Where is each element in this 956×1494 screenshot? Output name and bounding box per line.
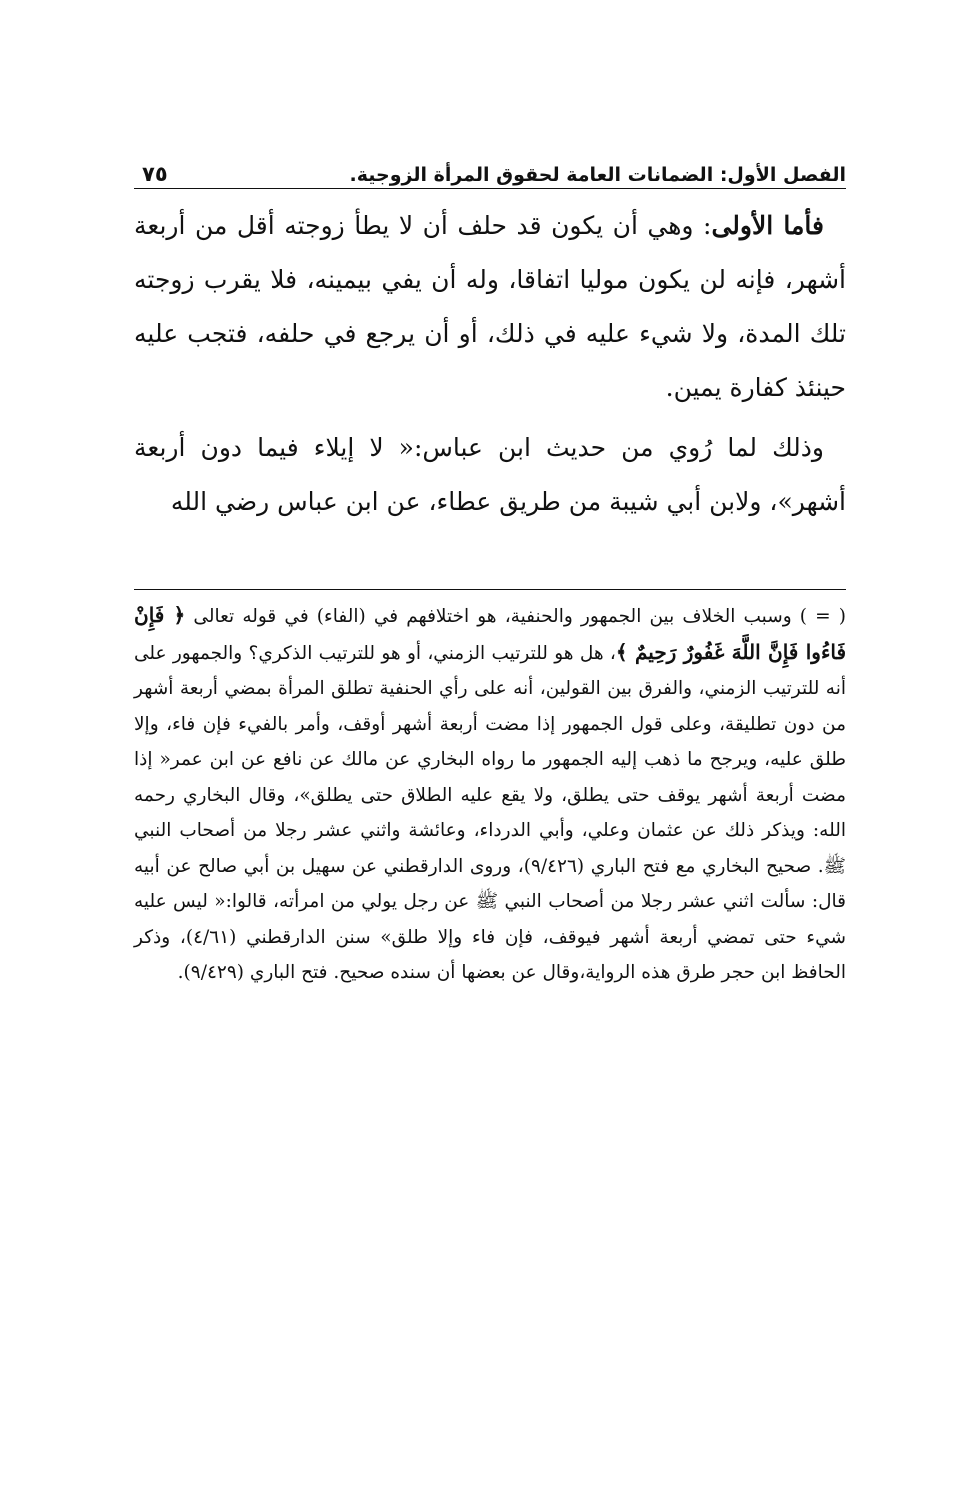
running-title: الفصل الأول: الضمانات العامة لحقوق المرأة الزوجية. xyxy=(349,164,846,186)
footnote-divider xyxy=(134,589,846,590)
paragraph-first-case xyxy=(134,199,846,415)
main-text xyxy=(134,199,846,529)
paragraph-text: : وهي أن يكون قد حلف أن لا يطأ زوجته أقل من أربعة أشهر، فإنه لن يكون موليا اتفاقا، وله أن يفي بيمينه، فلا يقرب زوجته تلك المدة، ولا شيء عليه في ذلك، أو أن يرجع في حلفه، فتجب عليه حينئذ كفارة يمين. xyxy=(134,211,846,402)
footnote xyxy=(134,598,846,991)
running-header xyxy=(134,150,846,189)
footnote-paragraph xyxy=(134,598,846,991)
footnote-intro: ( = ) وسبب الخلاف بين الجمهور والحنفية، هو اختلافهم في (الفاء) في قوله تعالى xyxy=(193,606,846,627)
page-number: ٧٥ xyxy=(142,162,168,186)
paragraph-lead-in: فأما الأولى xyxy=(711,211,825,240)
footnote-body: ، هل هو للترتيب الزمني، أو هو للترتيب الذكري؟ والجمهور على أنه للترتيب الزمني، والفرق بين القولين، أنه على رأي الحنفية تطلق المرأة بمضي أربعة أشهر من دون تطليقة، وعلى قول الجمهور إذا مضت أربعة أشهر أوقف، وأمر بالفيء فإن فاء، وإلا طلق عليه، ويرجح ما ذهب إليه الجمهور ما رواه البخاري عن مالك عن نافع عن ابن عمر« إذا مضت أربعة أشهر يوقف حتى يطلق، ولا يقع عليه الطلاق حتى يطلق»، وقال البخاري رحمه الله: ويذكر ذلك عن عثمان وعلي، وأبي الدرداء، وعائشة واثني عشر رجلا من أصحاب النبي ﷺ. صحيح البخاري مع فتح الباري (٩/٤٢٦)، وروى الدارقطني عن سهيل بن أبي صالح عن أبيه قال: سألت اثني عشر رجلا من أصحاب النبي ﷺ عن رجل يولي من امرأته، قالوا:« ليس عليه شيء حتى تمضي أربعة أشهر فيوقف، فإن فاء وإلا طلق» سنن الدارقطني (٤/٦١)، وذكر الحافظ ابن حجر طرق هذه الرواية،وقال عن بعضها أن سنده صحيح. فتح الباري (٩/٤٢٩). xyxy=(134,642,847,983)
paragraph-ibn-abbas-hadith: وذلك لما رُوي من حديث ابن عباس:« لا إيلاء فيما دون أربعة أشهر»، ولابن أبي شيبة من طريق عطاء، عن ابن عباس رضي الله xyxy=(134,433,846,516)
quran-verse: ﴿ فَإِنْ فَاءُوا فَإِنَّ اللَّهَ غَفُورٌ رَحِيمٌ ﴾ xyxy=(134,603,847,664)
book-page xyxy=(134,150,846,991)
